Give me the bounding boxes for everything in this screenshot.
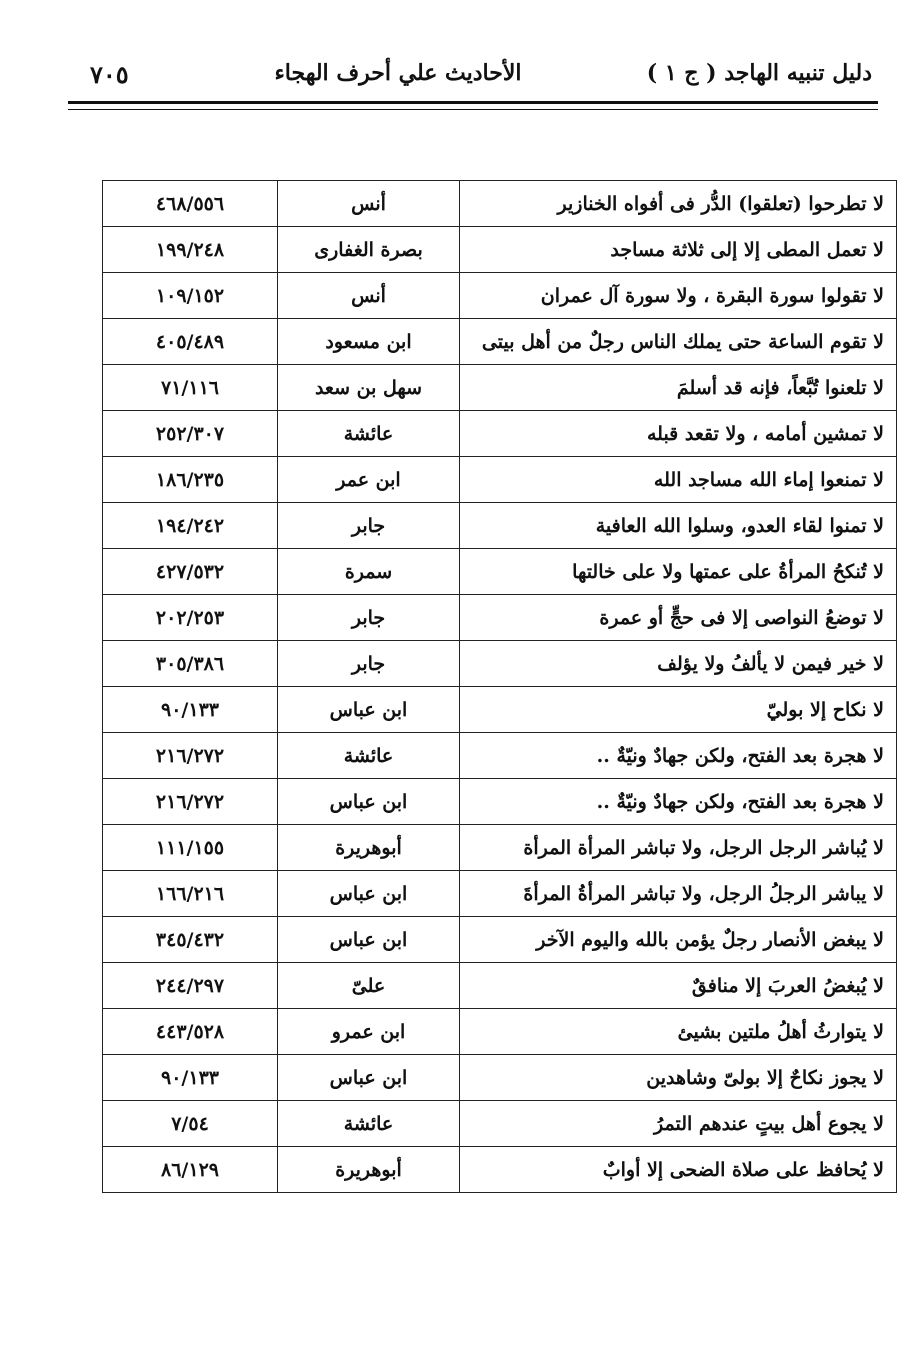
book-title: دليل تنبيه الهاجد ( ج ١ ) — [646, 60, 872, 86]
hadith-text: لا تقولوا سورة البقرة ، ولا سورة آل عمران — [460, 273, 897, 319]
hadith-index-table — [102, 180, 897, 1193]
narrator: ابن عمرو — [278, 1009, 460, 1055]
hadith-text: لا هجرة بعد الفتح، ولكن جهادٌ ونيّةٌ .. — [460, 733, 897, 779]
reference: ٣٤٥/٤٣٢ — [103, 917, 278, 963]
reference: ٢١٦/٢٧٢ — [103, 733, 278, 779]
page-header — [68, 50, 876, 98]
section-title: الأحاديث علي أحرف الهجاء — [274, 60, 522, 86]
reference: ٣٠٥/٣٨٦ — [103, 641, 278, 687]
narrator: عائشة — [278, 1101, 460, 1147]
narrator: سمرة — [278, 549, 460, 595]
table-row — [103, 1147, 897, 1193]
narrator: أبوهريرة — [278, 825, 460, 871]
table-row — [103, 871, 897, 917]
hadith-text: لا تمشين أمامه ، ولا تقعد قبله — [460, 411, 897, 457]
table-row — [103, 1055, 897, 1101]
table-row — [103, 411, 897, 457]
reference: ٤٤٣/٥٢٨ — [103, 1009, 278, 1055]
hadith-text: لا تمنوا لقاء العدو، وسلوا الله العافية — [460, 503, 897, 549]
reference: ١٦٦/٢١٦ — [103, 871, 278, 917]
table-row — [103, 1101, 897, 1147]
hadith-text: لا يباشر الرجلُ الرجل، ولا تباشر المرأةُ المرأةَ — [460, 871, 897, 917]
narrator: علىّ — [278, 963, 460, 1009]
table-row — [103, 641, 897, 687]
narrator: ابن عباس — [278, 1055, 460, 1101]
reference: ٢٥٢/٣٠٧ — [103, 411, 278, 457]
narrator: بصرة الغفارى — [278, 227, 460, 273]
reference: ٤٢٧/٥٣٢ — [103, 549, 278, 595]
narrator: ابن عمر — [278, 457, 460, 503]
table-row — [103, 963, 897, 1009]
reference: ٤٦٨/٥٥٦ — [103, 181, 278, 227]
narrator: ابن مسعود — [278, 319, 460, 365]
reference: ١٩٩/٢٤٨ — [103, 227, 278, 273]
reference: ١٠٩/١٥٢ — [103, 273, 278, 319]
header-rule-thick — [68, 101, 878, 104]
hadith-text: لا تلعنوا تُبَّعاً، فإنه قد أسلمَ — [460, 365, 897, 411]
table-row — [103, 273, 897, 319]
page-number: ٧٠٥ — [90, 60, 129, 89]
narrator: جابر — [278, 641, 460, 687]
table-row — [103, 825, 897, 871]
reference: ٩٠/١٣٣ — [103, 687, 278, 733]
header-rule-thin — [68, 109, 878, 110]
hadith-text: لا يجوع أهل بيتٍ عندهم التمرُ — [460, 1101, 897, 1147]
hadith-text: لا يجوز نكاحٌ إلا بولىّ وشاهدين — [460, 1055, 897, 1101]
hadith-text: لا نكاح إلا بوليّ — [460, 687, 897, 733]
reference: ٧١/١١٦ — [103, 365, 278, 411]
hadith-text: لا يبغض الأنصار رجلٌ يؤمن بالله واليوم الآخر — [460, 917, 897, 963]
reference: ٩٠/١٣٣ — [103, 1055, 278, 1101]
table-row — [103, 181, 897, 227]
narrator: أنس — [278, 273, 460, 319]
narrator: أبوهريرة — [278, 1147, 460, 1193]
reference: ٧/٥٤ — [103, 1101, 278, 1147]
reference: ١٩٤/٢٤٢ — [103, 503, 278, 549]
narrator: جابر — [278, 503, 460, 549]
table-row — [103, 917, 897, 963]
hadith-text: لا يُبغضُ العربَ إلا منافقٌ — [460, 963, 897, 1009]
reference: ٢١٦/٢٧٢ — [103, 779, 278, 825]
narrator: ابن عباس — [278, 779, 460, 825]
reference: ٨٦/١٢٩ — [103, 1147, 278, 1193]
table-row — [103, 1009, 897, 1055]
hadith-text: لا يُحافظ على صلاة الضحى إلا أوابٌ — [460, 1147, 897, 1193]
table-row — [103, 503, 897, 549]
reference: ١١١/١٥٥ — [103, 825, 278, 871]
narrator: عائشة — [278, 411, 460, 457]
hadith-text: لا يُباشر الرجل الرجل، ولا تباشر المرأة المرأة — [460, 825, 897, 871]
table-row — [103, 549, 897, 595]
reference: ٢٠٢/٢٥٣ — [103, 595, 278, 641]
hadith-text: لا خير فيمن لا يألفُ ولا يؤلف — [460, 641, 897, 687]
table-row — [103, 687, 897, 733]
hadith-text: لا تعمل المطى إلا إلى ثلاثة مساجد — [460, 227, 897, 273]
narrator: ابن عباس — [278, 687, 460, 733]
hadith-text: لا تقوم الساعة حتى يملك الناس رجلٌ من أهل بيتى — [460, 319, 897, 365]
narrator: سهل بن سعد — [278, 365, 460, 411]
hadith-text: لا تطرحوا (تعلقوا) الدُّر فى أفواه الخنازير — [460, 181, 897, 227]
table-row — [103, 365, 897, 411]
hadith-text: لا تمنعوا إماء الله مساجد الله — [460, 457, 897, 503]
hadith-text: لا هجرة بعد الفتح، ولكن جهادٌ ونيّةٌ .. — [460, 779, 897, 825]
hadith-text: لا يتوارثُ أهلُ ملتين بشيئ — [460, 1009, 897, 1055]
narrator: ابن عباس — [278, 871, 460, 917]
table-row — [103, 779, 897, 825]
narrator: أنس — [278, 181, 460, 227]
reference: ٤٠٥/٤٨٩ — [103, 319, 278, 365]
table-row — [103, 457, 897, 503]
table-row — [103, 227, 897, 273]
hadith-text: لا تُنكحُ المرأةُ على عمتها ولا على خالتها — [460, 549, 897, 595]
table-row — [103, 319, 897, 365]
reference: ٢٤٤/٢٩٧ — [103, 963, 278, 1009]
hadith-text: لا توضعُ النواصى إلا فى حجٍّ أو عمرة — [460, 595, 897, 641]
narrator: عائشة — [278, 733, 460, 779]
narrator: ابن عباس — [278, 917, 460, 963]
table-row — [103, 733, 897, 779]
table-row — [103, 595, 897, 641]
reference: ١٨٦/٢٣٥ — [103, 457, 278, 503]
narrator: جابر — [278, 595, 460, 641]
